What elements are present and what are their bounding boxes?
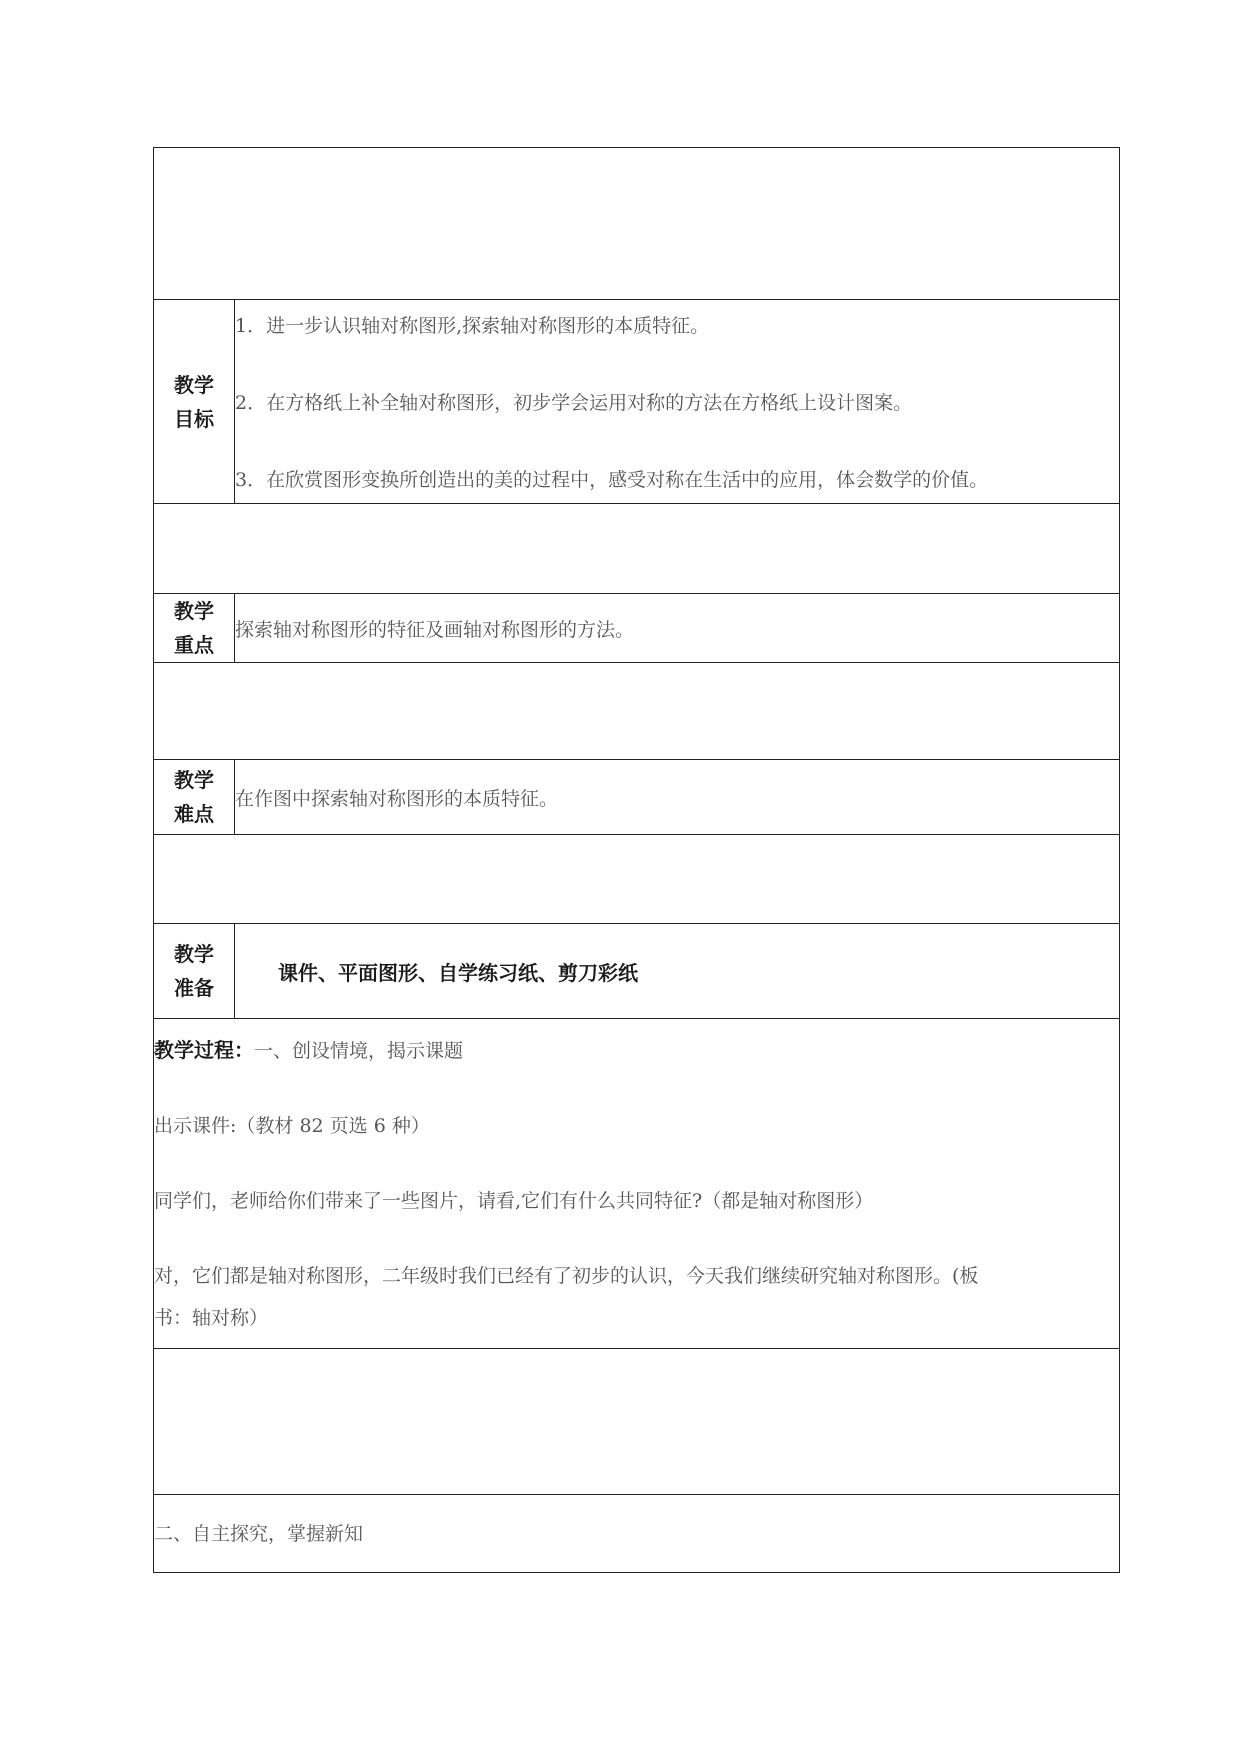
- process-line-4a: 对，它们都是轴对称图形，二年级时我们已经有了初步的认识，今天我们继续研究轴对称图形。(板: [154, 1264, 979, 1287]
- key-points-label: [154, 594, 235, 663]
- difficulties-label-line1: 教学: [174, 768, 214, 792]
- preparation-row: [154, 924, 1120, 1019]
- preparation-label: [154, 924, 235, 1019]
- key-points-label-line1: 教学: [174, 599, 214, 623]
- section-2-text: 二、自主探究，掌握新知: [154, 1522, 364, 1545]
- blank-cell: [154, 835, 1120, 924]
- goals-label-line2: 目标: [174, 406, 214, 431]
- process-line-2: 出示课件:（教材 82 页选 6 种）: [154, 1114, 430, 1137]
- blank-cell: [154, 148, 1120, 300]
- key-points-row: [154, 594, 1120, 663]
- preparation-text: 课件、平面图形、自学练习纸、剪刀彩纸: [278, 960, 638, 985]
- difficulties-content: 在作图中探索轴对称图形的本质特征。: [235, 760, 1120, 835]
- goals-content: [235, 300, 1120, 504]
- preparation-label-line2: 准备: [174, 976, 214, 1000]
- difficulties-label: [154, 760, 235, 835]
- blank-cell: [154, 1349, 1120, 1495]
- key-points-content: 探索轴对称图形的特征及画轴对称图形的方法。: [235, 594, 1120, 663]
- goals-label-line1: 教学: [174, 372, 214, 397]
- preparation-content: [235, 924, 1120, 1019]
- goal-item-3: 3．在欣赏图形变换所创造出的美的过程中，感受对称在生活中的应用，体会数学的价值。: [235, 469, 989, 491]
- blank-row-5: [154, 1349, 1120, 1495]
- blank-row-2: [154, 504, 1120, 594]
- goal-item-1: 1．进一步认识轴对称图形,探索轴对称图形的本质特征。: [235, 315, 710, 337]
- difficulties-label-line2: 难点: [174, 802, 214, 826]
- blank-cell: [154, 504, 1120, 594]
- blank-row-4: [154, 835, 1120, 924]
- blank-row-top: [154, 148, 1120, 300]
- process-section-1: 一、创设情境，揭示课题: [254, 1039, 464, 1062]
- process-line-1: [154, 1036, 1119, 1065]
- section-2-content: [154, 1495, 1120, 1573]
- process-line-3: 同学们，老师给你们带来了一些图片，请看,它们有什么共同特征?（都是轴对称图形）: [154, 1189, 874, 1212]
- key-points-label-line2: 重点: [174, 633, 214, 657]
- goals-row: [154, 300, 1120, 504]
- goal-item-2: 2．在方格纸上补全轴对称图形，初步学会运用对称的方法在方格纸上设计图案。: [235, 392, 913, 414]
- blank-cell: [154, 663, 1120, 760]
- process-line-4b: 书：轴对称）: [154, 1306, 269, 1329]
- lesson-plan-sheet: [153, 147, 1119, 1573]
- process-row: [154, 1019, 1120, 1349]
- section-2-row: [154, 1495, 1120, 1573]
- difficulties-row: [154, 760, 1120, 835]
- process-content: [154, 1019, 1120, 1349]
- process-heading: 教学过程：: [154, 1037, 254, 1062]
- blank-row-3: [154, 663, 1120, 760]
- preparation-label-line1: 教学: [174, 942, 214, 966]
- lesson-plan-table: [153, 147, 1120, 1573]
- goals-label: [154, 300, 235, 504]
